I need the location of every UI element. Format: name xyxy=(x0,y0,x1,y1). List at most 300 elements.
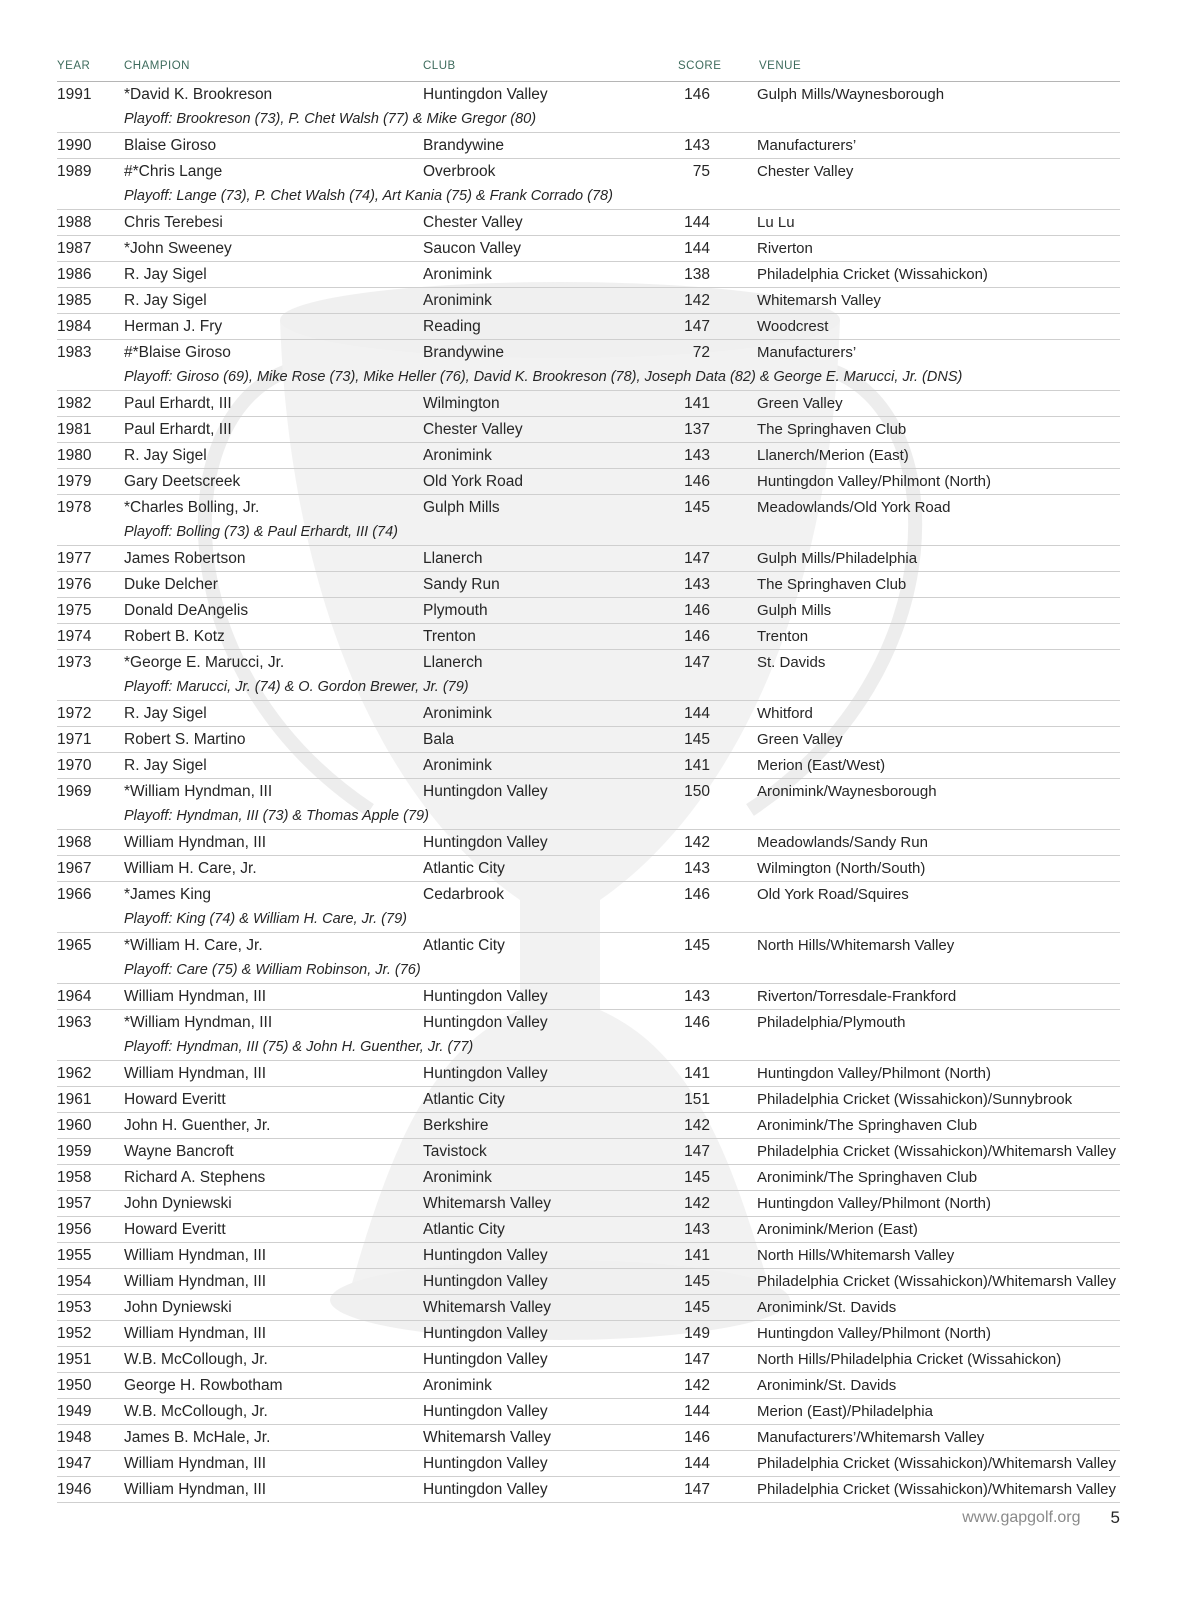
venue-cell: Merion (East)/Philadelphia xyxy=(757,1403,933,1420)
venue-cell: North Hills/Whitemarsh Valley xyxy=(757,1247,955,1264)
club-cell: Plymouth xyxy=(423,601,488,619)
score-cell: 75 xyxy=(692,162,710,180)
table-row xyxy=(57,830,1120,856)
champion-cell: Donald DeAngelis xyxy=(124,601,249,619)
table-row xyxy=(57,495,1120,546)
year-cell: 1946 xyxy=(57,1480,92,1498)
row-main-line xyxy=(57,984,1120,1009)
club-cell: Huntingdon Valley xyxy=(423,782,548,800)
table-row xyxy=(57,753,1120,779)
row-main-line xyxy=(57,469,1120,494)
venue-cell: Manufacturers’ xyxy=(757,137,857,154)
table-row xyxy=(57,933,1120,984)
year-cell: 1968 xyxy=(57,833,92,851)
year-cell: 1965 xyxy=(57,936,92,954)
row-main-line xyxy=(57,1113,1120,1138)
club-cell: Trenton xyxy=(423,627,476,645)
champion-cell: William Hyndman, III xyxy=(124,1480,267,1498)
venue-cell: Manufacturers’/Whitemarsh Valley xyxy=(757,1429,985,1446)
score-cell: 141 xyxy=(684,1246,710,1264)
score-cell: 143 xyxy=(684,446,710,464)
club-cell: Atlantic City xyxy=(423,1090,505,1108)
club-cell: Brandywine xyxy=(423,136,504,154)
table-row xyxy=(57,1243,1120,1269)
table-row xyxy=(57,210,1120,236)
club-cell: Huntingdon Valley xyxy=(423,1402,548,1420)
champion-cell: William Hyndman, III xyxy=(124,1324,267,1342)
champion-cell: *William Hyndman, III xyxy=(124,782,273,800)
venue-cell: Meadowlands/Old York Road xyxy=(757,499,951,516)
venue-cell: Riverton/Torresdale-Frankford xyxy=(757,988,957,1005)
score-cell: 146 xyxy=(684,885,710,903)
row-main-line xyxy=(57,210,1120,235)
table-row xyxy=(57,1087,1120,1113)
champion-cell: James B. McHale, Jr. xyxy=(124,1428,271,1446)
year-cell: 1966 xyxy=(57,885,92,903)
year-cell: 1963 xyxy=(57,1013,92,1031)
row-main-line xyxy=(57,701,1120,726)
score-cell: 142 xyxy=(684,1194,710,1212)
venue-cell: Huntingdon Valley/Philmont (North) xyxy=(757,1065,992,1082)
score-cell: 141 xyxy=(684,756,710,774)
champion-cell: William Hyndman, III xyxy=(124,1272,267,1290)
year-cell: 1978 xyxy=(57,498,92,516)
year-cell: 1961 xyxy=(57,1090,92,1108)
table-row xyxy=(57,1113,1120,1139)
year-cell: 1987 xyxy=(57,239,92,257)
venue-cell: Gulph Mills xyxy=(757,602,832,619)
row-main-line xyxy=(57,933,1120,958)
venue-cell: Green Valley xyxy=(757,395,843,412)
playoff-note: Playoff: Marucci, Jr. (74) & O. Gordon Brewer, Jr. (79) xyxy=(124,679,469,695)
score-cell: 142 xyxy=(684,1376,710,1394)
club-cell: Huntingdon Valley xyxy=(423,1324,548,1342)
year-cell: 1951 xyxy=(57,1350,92,1368)
venue-cell: Aronimink/The Springhaven Club xyxy=(757,1169,978,1186)
row-main-line xyxy=(57,314,1120,339)
table-row xyxy=(57,443,1120,469)
club-cell: Aronimink xyxy=(423,265,492,283)
row-main-line xyxy=(57,779,1120,804)
venue-cell: Gulph Mills/Waynesborough xyxy=(757,86,945,103)
year-cell: 1950 xyxy=(57,1376,92,1394)
venue-cell: Philadelphia Cricket (Wissahickon) xyxy=(757,266,988,283)
score-cell: 143 xyxy=(684,859,710,877)
score-cell: 143 xyxy=(684,1220,710,1238)
venue-cell: The Springhaven Club xyxy=(757,576,907,593)
score-cell: 137 xyxy=(684,420,710,438)
playoff-note: Playoff: Giroso (69), Mike Rose (73), Mike Heller (76), David K. Brookreson (78), Joseph Data (82) & George E. Marucci, Jr. (DNS) xyxy=(124,369,963,385)
venue-cell: Gulph Mills/Philadelphia xyxy=(757,550,918,567)
champion-cell: Robert S. Martino xyxy=(124,730,246,748)
row-main-line xyxy=(57,1321,1120,1346)
table-row xyxy=(57,779,1120,830)
champion-cell: Richard A. Stephens xyxy=(124,1168,266,1186)
venue-cell: Chester Valley xyxy=(757,163,854,180)
row-main-line xyxy=(57,1217,1120,1242)
row-main-line xyxy=(57,340,1120,365)
page-number: 5 xyxy=(1110,1508,1120,1527)
champion-cell: W.B. McCollough, Jr. xyxy=(124,1350,268,1368)
venue-cell: Meadowlands/Sandy Run xyxy=(757,834,928,851)
champion-cell: Robert B. Kotz xyxy=(124,627,225,645)
row-main-line xyxy=(57,882,1120,907)
venue-cell: Wilmington (North/South) xyxy=(757,860,926,877)
champion-cell: William Hyndman, III xyxy=(124,1064,267,1082)
table-row xyxy=(57,159,1120,210)
row-main-line xyxy=(57,624,1120,649)
row-main-line xyxy=(57,650,1120,675)
club-cell: Saucon Valley xyxy=(423,239,521,257)
row-main-line xyxy=(57,417,1120,442)
champion-cell: George H. Rowbotham xyxy=(124,1376,283,1394)
row-main-line xyxy=(57,1477,1120,1502)
playoff-note: Playoff: Care (75) & William Robinson, Jr. (76) xyxy=(124,962,421,978)
champion-cell: John H. Guenther, Jr. xyxy=(124,1116,271,1134)
venue-cell: The Springhaven Club xyxy=(757,421,907,438)
row-main-line xyxy=(57,1399,1120,1424)
row-main-line xyxy=(57,236,1120,261)
score-cell: 141 xyxy=(684,1064,710,1082)
club-cell: Huntingdon Valley xyxy=(423,1480,548,1498)
year-cell: 1983 xyxy=(57,343,92,361)
champion-cell: William Hyndman, III xyxy=(124,1454,267,1472)
venue-cell: North Hills/Philadelphia Cricket (Wissahickon) xyxy=(757,1351,1062,1368)
club-cell: Sandy Run xyxy=(423,575,500,593)
score-cell: 142 xyxy=(684,833,710,851)
year-cell: 1969 xyxy=(57,782,92,800)
table-row xyxy=(57,1139,1120,1165)
row-main-line xyxy=(57,1295,1120,1320)
year-cell: 1980 xyxy=(57,446,92,464)
table-row xyxy=(57,727,1120,753)
row-main-line xyxy=(57,1010,1120,1035)
score-cell: 144 xyxy=(684,704,710,722)
venue-cell: Whitemarsh Valley xyxy=(757,292,881,309)
score-cell: 146 xyxy=(684,601,710,619)
year-cell: 1972 xyxy=(57,704,92,722)
year-cell: 1949 xyxy=(57,1402,92,1420)
score-cell: 146 xyxy=(684,627,710,645)
score-cell: 144 xyxy=(684,239,710,257)
champion-cell: Howard Everitt xyxy=(124,1090,226,1108)
champion-cell: James Robertson xyxy=(124,549,246,567)
year-cell: 1975 xyxy=(57,601,92,619)
champion-cell: Gary Deetscreek xyxy=(124,472,241,490)
table-row xyxy=(57,1269,1120,1295)
champion-cell: W.B. McCollough, Jr. xyxy=(124,1402,268,1420)
year-cell: 1991 xyxy=(57,85,92,103)
champion-cell: William Hyndman, III xyxy=(124,833,267,851)
score-cell: 145 xyxy=(684,1272,710,1290)
year-cell: 1989 xyxy=(57,162,92,180)
row-main-line xyxy=(57,159,1120,184)
club-cell: Huntingdon Valley xyxy=(423,833,548,851)
table-row xyxy=(57,1010,1120,1061)
score-cell: 146 xyxy=(684,1013,710,1031)
venue-cell: St. Davids xyxy=(757,654,826,671)
year-cell: 1981 xyxy=(57,420,92,438)
club-cell: Huntingdon Valley xyxy=(423,1064,548,1082)
venue-cell: Philadelphia Cricket (Wissahickon)/Whitemarsh Valley xyxy=(757,1481,1117,1498)
table-row xyxy=(57,1477,1120,1503)
table-row xyxy=(57,1061,1120,1087)
table-row xyxy=(57,650,1120,701)
champion-cell: Paul Erhardt, III xyxy=(124,420,232,438)
score-cell: 147 xyxy=(684,1142,710,1160)
year-cell: 1979 xyxy=(57,472,92,490)
score-cell: 145 xyxy=(684,936,710,954)
row-main-line xyxy=(57,1191,1120,1216)
row-main-line xyxy=(57,727,1120,752)
score-cell: 141 xyxy=(684,394,710,412)
champion-cell: R. Jay Sigel xyxy=(124,756,207,774)
club-cell: Aronimink xyxy=(423,291,492,309)
table-row xyxy=(57,82,1120,133)
year-cell: 1977 xyxy=(57,549,92,567)
table-row xyxy=(57,546,1120,572)
table-row xyxy=(57,1347,1120,1373)
score-cell: 143 xyxy=(684,575,710,593)
club-cell: Aronimink xyxy=(423,1376,492,1394)
year-cell: 1948 xyxy=(57,1428,92,1446)
table-row xyxy=(57,1425,1120,1451)
venue-cell: Aronimink/Waynesborough xyxy=(757,783,937,800)
header-club: CLUB xyxy=(423,59,456,72)
champion-cell: *Charles Bolling, Jr. xyxy=(124,498,260,516)
club-cell: Berkshire xyxy=(423,1116,489,1134)
row-main-line xyxy=(57,1243,1120,1268)
table-body xyxy=(57,82,1120,1503)
champion-cell: William Hyndman, III xyxy=(124,1246,267,1264)
club-cell: Huntingdon Valley xyxy=(423,1246,548,1264)
website-url: www.gapgolf.org xyxy=(962,1509,1081,1526)
table-row xyxy=(57,133,1120,159)
score-cell: 147 xyxy=(684,549,710,567)
venue-cell: Aronimink/The Springhaven Club xyxy=(757,1117,978,1134)
year-cell: 1985 xyxy=(57,291,92,309)
champion-cell: #*Blaise Giroso xyxy=(124,343,231,361)
year-cell: 1976 xyxy=(57,575,92,593)
club-cell: Huntingdon Valley xyxy=(423,987,548,1005)
table-header xyxy=(57,50,1120,82)
table-row xyxy=(57,1373,1120,1399)
club-cell: Aronimink xyxy=(423,704,492,722)
score-cell: 147 xyxy=(684,653,710,671)
club-cell: Reading xyxy=(423,317,481,335)
club-cell: Huntingdon Valley xyxy=(423,1454,548,1472)
champion-cell: Duke Delcher xyxy=(124,575,218,593)
club-cell: Tavistock xyxy=(423,1142,487,1160)
club-cell: Huntingdon Valley xyxy=(423,1013,548,1031)
champion-cell: *John Sweeney xyxy=(124,239,232,257)
club-cell: Huntingdon Valley xyxy=(423,1350,548,1368)
score-cell: 138 xyxy=(684,265,710,283)
venue-cell: Philadelphia Cricket (Wissahickon)/Whitemarsh Valley xyxy=(757,1143,1117,1160)
table-row xyxy=(57,882,1120,933)
row-main-line xyxy=(57,1451,1120,1476)
table-row xyxy=(57,417,1120,443)
club-cell: Whitemarsh Valley xyxy=(423,1298,552,1316)
venue-cell: Aronimink/St. Davids xyxy=(757,1377,897,1394)
table-row xyxy=(57,236,1120,262)
year-cell: 1984 xyxy=(57,317,92,335)
year-cell: 1952 xyxy=(57,1324,92,1342)
champion-cell: Paul Erhardt, III xyxy=(124,394,232,412)
score-cell: 147 xyxy=(684,1480,710,1498)
row-main-line xyxy=(57,546,1120,571)
venue-cell: Old York Road/Squires xyxy=(757,886,909,903)
champion-cell: R. Jay Sigel xyxy=(124,446,207,464)
champion-cell: R. Jay Sigel xyxy=(124,704,207,722)
playoff-note: Playoff: Lange (73), P. Chet Walsh (74), Art Kania (75) & Frank Corrado (78) xyxy=(124,188,613,204)
year-cell: 1982 xyxy=(57,394,92,412)
score-cell: 145 xyxy=(684,730,710,748)
year-cell: 1974 xyxy=(57,627,92,645)
year-cell: 1959 xyxy=(57,1142,92,1160)
venue-cell: Philadelphia Cricket (Wissahickon)/Sunnybrook xyxy=(757,1091,1073,1108)
year-cell: 1947 xyxy=(57,1454,92,1472)
club-cell: Gulph Mills xyxy=(423,498,500,516)
venue-cell: North Hills/Whitemarsh Valley xyxy=(757,937,955,954)
score-cell: 147 xyxy=(684,317,710,335)
table-row xyxy=(57,1165,1120,1191)
year-cell: 1971 xyxy=(57,730,92,748)
table-row xyxy=(57,624,1120,650)
year-cell: 1953 xyxy=(57,1298,92,1316)
year-cell: 1990 xyxy=(57,136,92,154)
row-main-line xyxy=(57,288,1120,313)
year-cell: 1967 xyxy=(57,859,92,877)
club-cell: Atlantic City xyxy=(423,859,505,877)
year-cell: 1970 xyxy=(57,756,92,774)
table-row xyxy=(57,856,1120,882)
champion-cell: R. Jay Sigel xyxy=(124,265,207,283)
score-cell: 142 xyxy=(684,291,710,309)
score-cell: 143 xyxy=(684,987,710,1005)
playoff-note: Playoff: Brookreson (73), P. Chet Walsh (77) & Mike Gregor (80) xyxy=(124,111,537,127)
year-cell: 1954 xyxy=(57,1272,92,1290)
venue-cell: Philadelphia Cricket (Wissahickon)/Whitemarsh Valley xyxy=(757,1273,1117,1290)
club-cell: Huntingdon Valley xyxy=(423,1272,548,1290)
row-main-line xyxy=(57,1347,1120,1372)
champion-cell: R. Jay Sigel xyxy=(124,291,207,309)
row-main-line xyxy=(57,443,1120,468)
venue-cell: Whitford xyxy=(757,705,813,722)
score-cell: 150 xyxy=(684,782,710,800)
club-cell: Wilmington xyxy=(423,394,500,412)
row-main-line xyxy=(57,1061,1120,1086)
club-cell: Huntingdon Valley xyxy=(423,85,548,103)
playoff-note: Playoff: Hyndman, III (73) & Thomas Apple (79) xyxy=(124,808,429,824)
champion-cell: *David K. Brookreson xyxy=(124,85,273,103)
table-row xyxy=(57,701,1120,727)
champion-cell: *William Hyndman, III xyxy=(124,1013,273,1031)
year-cell: 1962 xyxy=(57,1064,92,1082)
club-cell: Aronimink xyxy=(423,1168,492,1186)
score-cell: 72 xyxy=(692,343,710,361)
table-row xyxy=(57,572,1120,598)
table-row xyxy=(57,262,1120,288)
year-cell: 1986 xyxy=(57,265,92,283)
champion-cell: Howard Everitt xyxy=(124,1220,226,1238)
venue-cell: Huntingdon Valley/Philmont (North) xyxy=(757,473,992,490)
row-main-line xyxy=(57,598,1120,623)
row-main-line xyxy=(57,1139,1120,1164)
club-cell: Bala xyxy=(423,730,455,748)
club-cell: Chester Valley xyxy=(423,420,523,438)
venue-cell: Philadelphia Cricket (Wissahickon)/Whitemarsh Valley xyxy=(757,1455,1117,1472)
score-cell: 146 xyxy=(684,1428,710,1446)
champion-cell: Chris Terebesi xyxy=(124,213,223,231)
champion-cell: William H. Care, Jr. xyxy=(124,859,257,877)
score-cell: 144 xyxy=(684,1454,710,1472)
table-row xyxy=(57,314,1120,340)
club-cell: Llanerch xyxy=(423,549,483,567)
table-row xyxy=(57,1191,1120,1217)
score-cell: 151 xyxy=(684,1090,710,1108)
champion-cell: *George E. Marucci, Jr. xyxy=(124,653,285,671)
header-champion: CHAMPION xyxy=(124,59,190,72)
club-cell: Llanerch xyxy=(423,653,483,671)
venue-cell: Trenton xyxy=(757,628,809,645)
venue-cell: Merion (East/West) xyxy=(757,757,886,774)
page-footer xyxy=(962,1508,1120,1528)
table-row xyxy=(57,1399,1120,1425)
playoff-note: Playoff: Hyndman, III (75) & John H. Guenther, Jr. (77) xyxy=(124,1039,474,1055)
row-main-line xyxy=(57,1373,1120,1398)
club-cell: Whitemarsh Valley xyxy=(423,1194,552,1212)
venue-cell: Green Valley xyxy=(757,731,843,748)
champion-cell: John Dyniewski xyxy=(124,1194,232,1212)
score-cell: 147 xyxy=(684,1350,710,1368)
championship-table xyxy=(57,50,1120,1503)
club-cell: Old York Road xyxy=(423,472,523,490)
score-cell: 142 xyxy=(684,1116,710,1134)
champion-cell: #*Chris Lange xyxy=(124,162,223,180)
year-cell: 1964 xyxy=(57,987,92,1005)
club-cell: Aronimink xyxy=(423,446,492,464)
club-cell: Overbrook xyxy=(423,162,496,180)
year-cell: 1958 xyxy=(57,1168,92,1186)
row-main-line xyxy=(57,1425,1120,1450)
club-cell: Aronimink xyxy=(423,756,492,774)
score-cell: 146 xyxy=(684,85,710,103)
score-cell: 145 xyxy=(684,1168,710,1186)
score-cell: 144 xyxy=(684,1402,710,1420)
row-main-line xyxy=(57,753,1120,778)
row-main-line xyxy=(57,856,1120,881)
venue-cell: Philadelphia/Plymouth xyxy=(757,1014,906,1031)
table-row xyxy=(57,469,1120,495)
header-year: YEAR xyxy=(57,59,91,72)
year-cell: 1955 xyxy=(57,1246,92,1264)
score-cell: 145 xyxy=(684,498,710,516)
score-cell: 144 xyxy=(684,213,710,231)
table-row xyxy=(57,984,1120,1010)
score-cell: 146 xyxy=(684,472,710,490)
venue-cell: Woodcrest xyxy=(757,318,829,335)
year-cell: 1956 xyxy=(57,1220,92,1238)
playoff-note: Playoff: Bolling (73) & Paul Erhardt, III (74) xyxy=(124,524,399,540)
table-row xyxy=(57,340,1120,391)
row-main-line xyxy=(57,1165,1120,1190)
champion-cell: *William H. Care, Jr. xyxy=(124,936,263,954)
venue-cell: Llanerch/Merion (East) xyxy=(757,447,909,464)
table-row xyxy=(57,1295,1120,1321)
table-row xyxy=(57,1451,1120,1477)
row-main-line xyxy=(57,1087,1120,1112)
